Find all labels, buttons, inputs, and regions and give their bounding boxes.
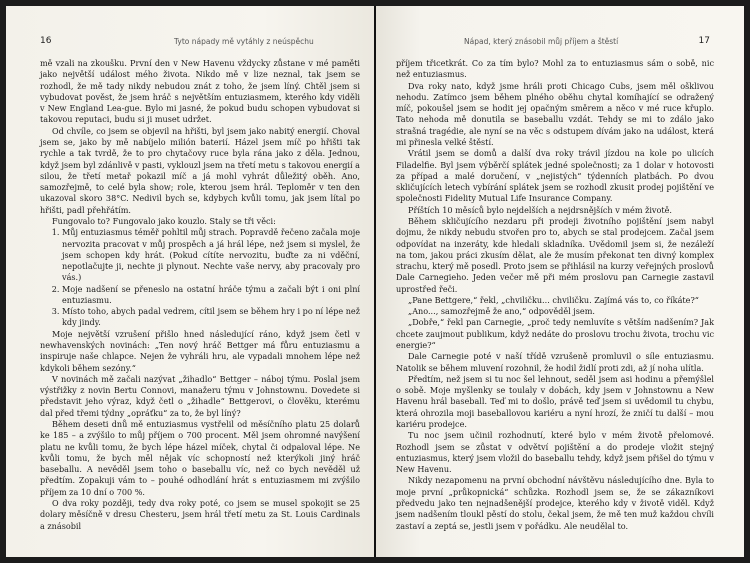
- book-spread: [6, 6, 744, 557]
- paragraph: „Dobře,“ řekl pan Carnegie, „proč tedy nemluvíte s větším nadšením? Jak chcete zaujmout publikum, když nedáte do proslovu trochu života, trochu vic energie?“: [396, 317, 714, 351]
- right-page-body: [396, 58, 714, 543]
- paragraph: Vrátil jsem se domů a další dva roky trávil jízdou na kole po ulicích Filadelfie. Byl jsem výběrčí splátek jedné společnosti; za 1 dolar v hotovosti za případ a malé doručení, v „nejistých“ týdenních platbách. Po dvou skličujících letech vybírání splátek jsem se rozhodl zkusit prodej pojištění ve společnosti Fidelity Mutual Life Insurance Company.: [396, 148, 714, 204]
- paragraph: V novinách mě začali nazývat „žihadlo“ Bettger – náboj týmu. Poslal jsem výstřižky z novin Bertu Connovi, manažeru týmu v Johnstownu. Dovedete si představit jeho výraz, když četl o „žihadle“ Bettgerovi, o člověku, kterému dal před třemi týdny „opráťku“ za to, že byl líný?: [40, 373, 360, 418]
- page-number: 17: [698, 36, 710, 46]
- list-item: 2. Moje nadšení se přeneslo na ostatní hráče týmu a začali být i oni plní entuziasmu.: [62, 284, 360, 307]
- paragraph: Tu noc jsem učinil rozhodnutí, které bylo v mém životě přelomové. Rozhodl jsem se zůstat v odvětví pojištění a do prodeje vložit stejný entuziasmus, který jsem vložil do baseballu tehdy, když jsem přišel do týmu v New Havenu.: [396, 430, 714, 475]
- paragraph: Nikdy nezapomenu na první obchodní návštěvu následujícího dne. Byla to moje první „průkopnická“ schůzka. Rozhodl jsem se, že se zákazníkovi předvedu jako ten nejnadšenější prodejce, kterého kdy v životě viděl. Když jsem nadšením tloukl pěstí do stolu, čekal jsem, že mě ten muž každou chvíli zastaví a zeptá se, jestli jsem v pořádku. Ale neudělal to.: [396, 475, 714, 531]
- paragraph: mě vzali na zkoušku. První den v New Havenu vždycky zůstane v mé paměti jako největší událost mého života. Nikdo mě v lize neznal, tak jsem se rozhodl, že mě tady nikdy nebudou znát z toho, že jsem líný. Chtěl jsem si vybudovat pověst, že jsem hráč s největším entuziasmem, kterého kdy viděli v New England Lea-gue. Bylo mi jasné, že pokud budu schopen vybudovat si takovou reputaci, budu si ji muset udržet.: [40, 58, 360, 125]
- list-item: 3. Místo toho, abych padal vedrem, cítil jsem se během hry i po ní lépe než kdy jindy.: [62, 306, 360, 329]
- paragraph: Během skličujícího nezdaru při prodeji životního pojištění jsem nabyl dojmu, že nikdy nebudu stvořen pro to, abych se stal prodejcem. Začal jsem odpovídat na inzeráty, kde hledali skladníka. Uvědomil jsem si, že nezáleží na tom, jakou práci zkusím dělat, ale že musím překonat ten divný komplex strachu, který mě posedl. Proto jsem se přihlásil na kurzy veřejných proslovů Dale Carnegieho. Jeden večer mě při mém proslovu pan Carnegie zastavil uprostřed řeči.: [396, 215, 714, 294]
- paragraph: O dva roky později, tedy dva roky poté, co jsem se musel spokojit se 25 dolary měsíčně v dresu Chesteru, jsem hrál třetí metu za St. Louis Cardinals a znásobil: [40, 497, 360, 531]
- running-title: Nápad, který znásobil můj příjem a štěstí: [464, 37, 619, 46]
- paragraph: Během deseti dnů mě entuziasmus vystřelil od měsíčního platu 25 dolarů ke 185 – a zvýšilo to můj příjem o 700 procent. Měl jsem ohromné navýšení platu ne kvůli tomu, že bych lépe házel míček, chytal či odpaloval lépe. Ne kvůli tomu, že bych měl nějak víc schopností než kterýkoli jiný hráč baseballu. A nevěděl jsem toho o baseballu víc, než co bych nevěděl už předtím. Zopakuji vám to – pouhé odhodlání hrát s entuziasmem mi zvýšilo příjem za 10 dní o 700 %.: [40, 419, 360, 497]
- paragraph: Příštích 10 měsíců bylo nejdelších a nejdrsnějších v mém životě.: [408, 204, 672, 215]
- running-title: Tyto nápady mě vytáhly z neúspěchu: [174, 37, 314, 46]
- left-page-body: [40, 58, 360, 543]
- right-page-header: [376, 36, 744, 50]
- paragraph: Od chvíle, co jsem se objevil na hřišti, byl jsem jako nabitý energií. Choval jsem se, jako by mě nabíjelo milión baterií. Házel jsem míč po hřišti tak rychle a tak tvrdě, že to pro chytačovy ruce byla rána jako z děla. Jednou, když jsem byl zdánlivě v pasti, vyklouzl jsem na třetí metu s takovou energií a silou, že třetí metař pokazil míč a já mohl vyhrát důležitý oběh. Ano, samozřejmě, to celé byla show; role, kterou jsem hrál. Teploměr v ten den ukazoval skoro 38°C. Nedivil bych se, kdybych kvůli tomu, jak jsem lítal po hřišti, padl přehřátím.: [40, 125, 360, 215]
- paragraph: „Pane Bettgere,“ řekl, „chviličku... chviličku. Zajímá vás to, co říkáte?“: [408, 294, 699, 305]
- left-page: [6, 6, 374, 557]
- paragraph: příjem třicetkrát. Co za tím bylo? Mohl za to entuziasmus sám o sobě, nic než entuziasmus.: [396, 58, 714, 80]
- paragraph: Dale Carnegie poté v naší třídě vzrušeně promluvil o síle entuziasmu. Natolik se během mluvení rozohnil, že hodil židlí proti zdi, až jí noha ulítla.: [396, 351, 714, 373]
- paragraph: Fungovalo to? Fungovalo jako kouzlo. Staly se tři věci:: [52, 215, 276, 226]
- paragraph: Předtím, než jsem si tu noc šel lehnout, seděl jsem asi hodinu a přemýšlel o sobě. Moje myšlenky se toulaly v dobách, kdy jsem v Johnstownu a New Havenu hrál baseball. Teď mi to došlo, právě teď jsem si uvědomil tu chybu, která ohrozila moji baseballovou kariéru a nyní hrozí, že zničí tu další – mou kariéru prodejce.: [396, 373, 714, 429]
- page-number: 16: [40, 36, 52, 46]
- right-page: [376, 6, 744, 557]
- numbered-list: [40, 227, 360, 329]
- paragraph: „Ano..., samozřejmě že ano,“ odpověděl jsem.: [408, 306, 595, 317]
- paragraph: Dva roky nato, když jsme hráli proti Chicago Cubs, jsem měl ošklivou nehodu. Zatímco jsem během plného oběhu chytal komíhající se odražený míč, pokoušel jsem se hodit jej opačným směrem a něco v mé ruce křuplo. Tato nehoda mě donutila se baseballu vzdát. Tehdy se mi to zdálo jako strašná tragédie, ale nyní se na věc s odstupem dívám jako na událost, která mi přinesla velké štěstí.: [396, 80, 714, 147]
- paragraph: Moje největší vzrušení přišlo hned následující ráno, když jsem četl v newhavenských novinách: „Ten nový hráč Bettger má fůru entuziasmu a inspiruje naše chlapce. Nejen že vyhráli hru, ale vypadali mnohem lépe než kdykoli během sezóny.“: [40, 328, 360, 373]
- left-page-header: [6, 36, 374, 50]
- list-item: 1. Můj entuziasmus téměř pohltil můj strach. Popravdě řečeno začala moje nervozita pracovat v můj prospěch a já hrál lépe, než jsem si myslel, že jsem schopen kdy hrát. (Pokud cítíte nervozitu, buďte za ni vděční, nepotlačujte ji, nechte ji plynout. Nechte vaše nervy, aby pracovaly pro vás.): [62, 227, 360, 283]
